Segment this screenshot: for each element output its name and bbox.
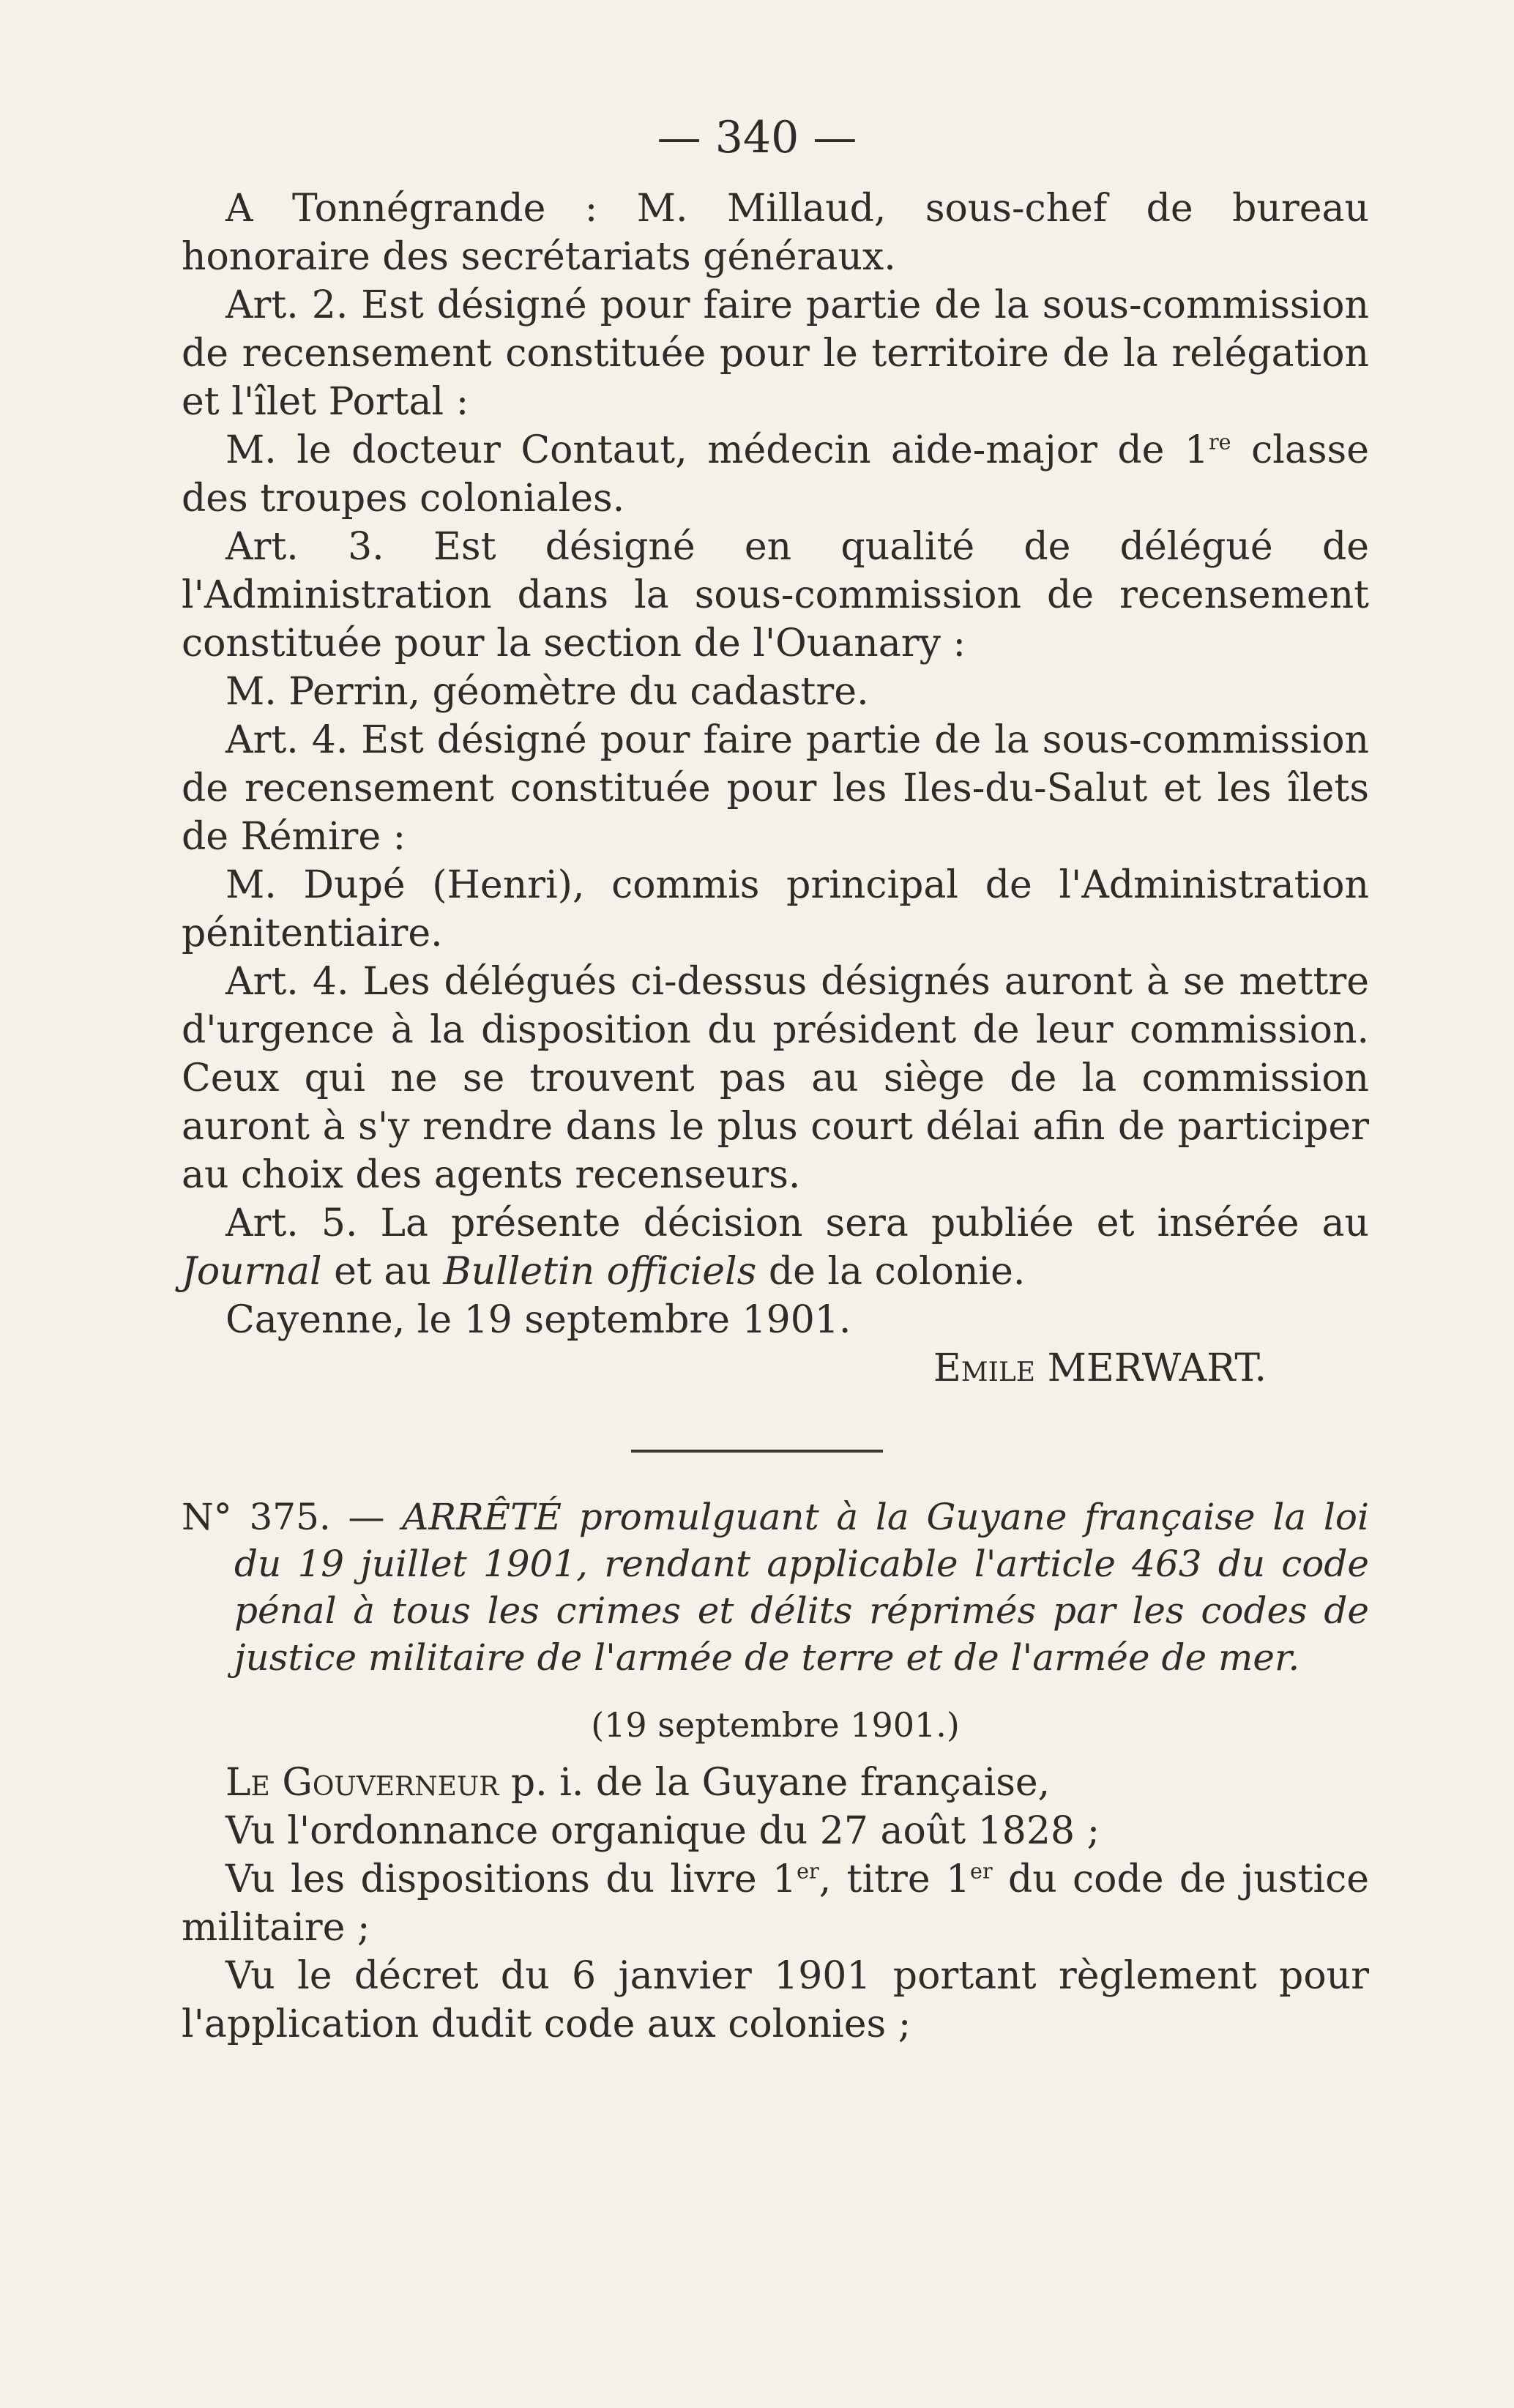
governor-rest: p. i. de la Guyane française, — [499, 1761, 1051, 1805]
paragraph-vu-decret: Vu le décret du 6 janvier 1901 portant règlement pour l'application dudit code aux colonies ; — [182, 1954, 1369, 2046]
vu2-text-c: du code de justice militaire ; — [182, 1857, 1369, 1950]
paragraph-tonnegrande: A Tonnégrande : M. Millaud, sous-chef de bureau honoraire des secrétariats généraux. — [182, 187, 1369, 279]
contaut-superscript: re — [1209, 429, 1231, 455]
paragraph-contaut — [182, 426, 1369, 523]
paragraph-vu-dispositions — [182, 1855, 1369, 1952]
paragraph-article-2: Art. 2. Est désigné pour faire partie de la sous-commission de recensement constituée pour le territoire de la relégation et l'îlet Portal : — [182, 283, 1369, 424]
paragraph-article-5 — [182, 1199, 1369, 1296]
signature-merwart: Emile MERWART. — [933, 1346, 1267, 1390]
decree-375-block — [182, 1494, 1369, 2049]
decree-375-title — [182, 1494, 1369, 1681]
vu2-text-b: , titre 1 — [818, 1857, 971, 1901]
vu2-superscript-1: er — [797, 1858, 819, 1884]
decision-text-block — [182, 184, 1369, 1393]
page-number: — 340 — — [657, 112, 857, 163]
journal-italic: Journal — [182, 1250, 322, 1294]
paragraph-governor — [182, 1759, 1369, 1807]
decree-number: N° 375. — — [182, 1496, 403, 1538]
paragraph-cayenne-date: Cayenne, le 19 septembre 1901. — [225, 1298, 851, 1342]
paragraph-dupe: M. Dupé (Henri), commis principal de l'Administration pénitentiaire. — [182, 863, 1369, 955]
article-5-text-b: et au — [321, 1250, 444, 1294]
vu2-text-a: Vu les dispositions du livre 1 — [225, 1857, 797, 1901]
article-5-text-a: Art. 5. La présente décision sera publiée et insérée au — [225, 1201, 1369, 1245]
paragraph-vu-ordonnance: Vu l'ordonnance organique du 27 août 1828 ; — [225, 1809, 1100, 1853]
governor-title: Le Gouverneur — [225, 1761, 499, 1805]
paragraph-article-3: Art. 3. Est désigné en qualité de délégué de l'Administration dans la sous-commission de recensement constituée pour la section de l'Ouanary : — [182, 525, 1369, 666]
article-5-text-c: de la colonie. — [756, 1250, 1026, 1294]
contaut-text-a: M. le docteur Contaut, médecin aide-major de 1 — [225, 428, 1209, 472]
vu2-superscript-2: er — [970, 1858, 993, 1884]
paragraph-perrin: M. Perrin, géomètre du cadastre. — [225, 670, 869, 714]
bulletin-italic: Bulletin officiels — [443, 1250, 757, 1294]
section-divider-rule — [631, 1450, 883, 1453]
paragraph-article-4-delegates: Art. 4. Les délégués ci-dessus désignés auront à se mettre d'urgence à la disposition du président de leur commission. Ceux qui ne se trouvent pas au siège de la commission auront à s'y rendre dans le plus court délai afin de participer au choix des agents recenseurs. — [182, 960, 1369, 1197]
paragraph-article-4-designation: Art. 4. Est désigné pour faire partie de la sous-commission de recensement constituée pour les Iles-du-Salut et les îlets de Rémire : — [182, 718, 1369, 859]
decree-date: (19 septembre 1901.) — [591, 1705, 960, 1745]
contaut-text-b: classe des troupes coloniales. — [182, 428, 1369, 521]
decree-title-italic: ARRÊTÉ promulguant à la Guyane française la loi du 19 juillet 1901, rendant applicable l'article 463 du code pénal à tous les crimes et délits réprimés par les codes de justice militaire de l'armée de terre et de l'armée de mer. — [234, 1496, 1369, 1679]
